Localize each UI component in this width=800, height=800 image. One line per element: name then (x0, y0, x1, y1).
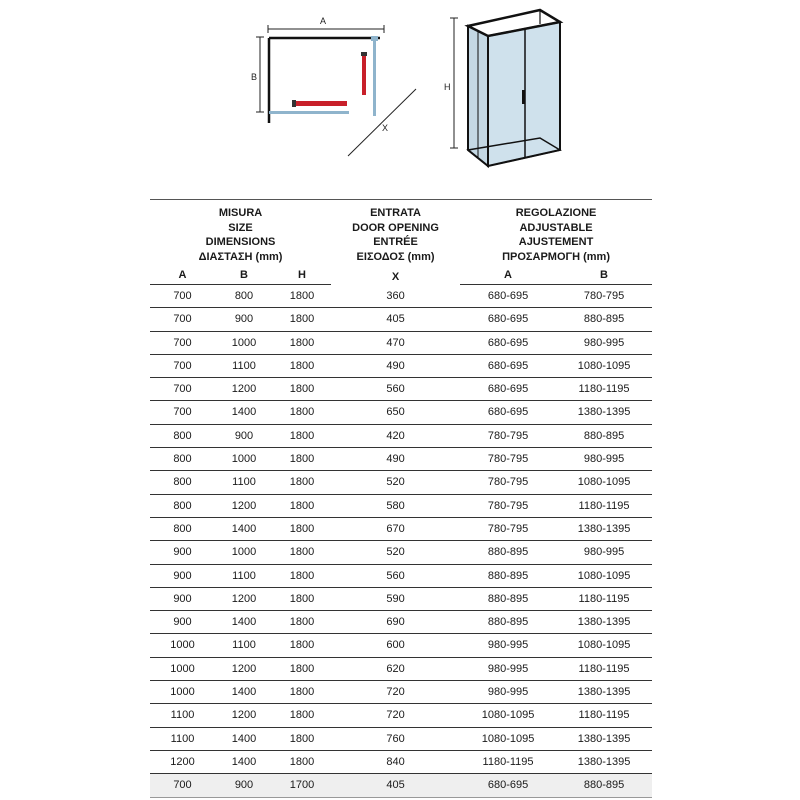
cell-b: 1100 (215, 354, 273, 377)
table-row (150, 564, 652, 587)
cell-adjust-a: 680-695 (460, 285, 556, 308)
cell-adjust-a: 880-895 (460, 611, 556, 634)
cell-h: 1800 (273, 517, 331, 540)
table-row (150, 727, 652, 750)
table-row (150, 401, 652, 424)
cell-h: 1800 (273, 494, 331, 517)
cell-b: 1400 (215, 517, 273, 540)
cell-a: 700 (150, 774, 215, 797)
cell-h: 1800 (273, 750, 331, 773)
cell-adjust-b: 880-895 (556, 774, 652, 797)
cell-b: 1400 (215, 681, 273, 704)
table-row (150, 424, 652, 447)
cell-adjust-a: 780-795 (460, 494, 556, 517)
cell-adjust-a: 880-895 (460, 541, 556, 564)
door-handle (522, 90, 525, 104)
cell-adjust-b: 1180-1195 (556, 378, 652, 401)
table-row (150, 471, 652, 494)
cell-adjust-a: 980-995 (460, 634, 556, 657)
table-row (150, 587, 652, 610)
column-header-h: H (273, 266, 331, 285)
table-row (150, 378, 652, 401)
sliding-door-front (295, 101, 347, 106)
cell-adjust-b: 1380-1395 (556, 727, 652, 750)
cell-h: 1800 (273, 611, 331, 634)
column-header-x: X (391, 271, 400, 283)
cell-h: 1800 (273, 285, 331, 308)
cell-x: 490 (331, 354, 460, 377)
cell-adjust-a: 780-795 (460, 424, 556, 447)
cell-a: 900 (150, 564, 215, 587)
cell-h: 1800 (273, 634, 331, 657)
cell-adjust-b: 780-795 (556, 285, 652, 308)
cell-x: 690 (331, 611, 460, 634)
table-row (150, 750, 652, 773)
cell-x: 620 (331, 657, 460, 680)
cell-adjust-b: 1380-1395 (556, 681, 652, 704)
cell-adjust-a: 780-795 (460, 471, 556, 494)
cell-a: 1000 (150, 634, 215, 657)
cell-a: 800 (150, 424, 215, 447)
cell-adjust-b: 1180-1195 (556, 657, 652, 680)
sliding-door-right (362, 55, 366, 95)
cell-adjust-a: 780-795 (460, 448, 556, 471)
cell-x: 360 (331, 285, 460, 308)
cell-a: 700 (150, 378, 215, 401)
cell-b: 1200 (215, 657, 273, 680)
cell-a: 1200 (150, 750, 215, 773)
cell-adjust-a: 880-895 (460, 587, 556, 610)
cell-b: 1100 (215, 634, 273, 657)
cell-x: 720 (331, 681, 460, 704)
cell-x: 670 (331, 517, 460, 540)
cell-h: 1800 (273, 401, 331, 424)
cell-h: 1800 (273, 424, 331, 447)
size-specification-table (150, 199, 652, 798)
cell-h: 1800 (273, 308, 331, 331)
cell-adjust-a: 980-995 (460, 681, 556, 704)
cell-a: 1100 (150, 727, 215, 750)
cell-a: 800 (150, 517, 215, 540)
cell-h: 1800 (273, 541, 331, 564)
cell-adjust-b: 880-895 (556, 308, 652, 331)
label-x: X (382, 123, 389, 133)
cell-b: 1000 (215, 331, 273, 354)
cell-adjust-b: 1080-1095 (556, 564, 652, 587)
cell-h: 1800 (273, 471, 331, 494)
cell-b: 1400 (215, 750, 273, 773)
group-header-size: MISURA SIZE DIMENSIONS ΔΙΑΣΤΑΣΗ (mm) (198, 207, 283, 263)
cell-adjust-a: 680-695 (460, 774, 556, 797)
cell-b: 900 (215, 308, 273, 331)
table-row (150, 611, 652, 634)
cell-adjust-b: 980-995 (556, 448, 652, 471)
cell-b: 1400 (215, 727, 273, 750)
cell-b: 1000 (215, 541, 273, 564)
cell-x: 840 (331, 750, 460, 773)
cell-adjust-b: 1380-1395 (556, 517, 652, 540)
cell-adjust-a: 680-695 (460, 401, 556, 424)
column-header-adjust-b: B (556, 266, 652, 285)
cell-b: 1400 (215, 401, 273, 424)
cell-a: 1100 (150, 704, 215, 727)
cell-adjust-b: 1080-1095 (556, 634, 652, 657)
cell-a: 800 (150, 448, 215, 471)
table-row (150, 354, 652, 377)
cell-h: 1700 (273, 774, 331, 797)
cell-a: 900 (150, 541, 215, 564)
group-header-adjustable: REGOLAZIONE ADJUSTABLE AJUSTEMENT ΠΡΟΣΑΡΜΟΓΗ (mm) (502, 207, 610, 263)
cell-b: 1200 (215, 494, 273, 517)
table-row (150, 541, 652, 564)
cell-adjust-a: 980-995 (460, 657, 556, 680)
cell-x: 405 (331, 774, 460, 797)
cell-x: 490 (331, 448, 460, 471)
table-row (150, 448, 652, 471)
cell-h: 1800 (273, 657, 331, 680)
cell-a: 900 (150, 587, 215, 610)
cell-adjust-b: 1180-1195 (556, 494, 652, 517)
cell-adjust-b: 1180-1195 (556, 704, 652, 727)
cell-x: 470 (331, 331, 460, 354)
cell-a: 700 (150, 354, 215, 377)
cell-a: 800 (150, 471, 215, 494)
fixed-glass-front (269, 111, 349, 114)
cell-a: 800 (150, 494, 215, 517)
cell-h: 1800 (273, 564, 331, 587)
cell-adjust-b: 1180-1195 (556, 587, 652, 610)
table-row (150, 704, 652, 727)
cell-b: 900 (215, 424, 273, 447)
cell-h: 1800 (273, 448, 331, 471)
cell-x: 520 (331, 541, 460, 564)
cell-b: 1400 (215, 611, 273, 634)
cell-x: 760 (331, 727, 460, 750)
table-body (150, 285, 652, 798)
cell-x: 405 (331, 308, 460, 331)
cell-adjust-b: 1080-1095 (556, 471, 652, 494)
isometric-view-diagram (440, 0, 570, 175)
table-row (150, 331, 652, 354)
column-header-adjust-a: A (460, 266, 556, 285)
cell-b: 1100 (215, 564, 273, 587)
cell-adjust-b: 980-995 (556, 331, 652, 354)
cell-adjust-a: 880-895 (460, 564, 556, 587)
cell-h: 1800 (273, 378, 331, 401)
cell-b: 800 (215, 285, 273, 308)
cell-h: 1800 (273, 704, 331, 727)
cell-adjust-b: 1380-1395 (556, 401, 652, 424)
column-header-b: B (215, 266, 273, 285)
cell-h: 1800 (273, 354, 331, 377)
table-row (150, 285, 652, 308)
cell-b: 1200 (215, 587, 273, 610)
cell-x: 520 (331, 471, 460, 494)
cell-a: 700 (150, 331, 215, 354)
cell-adjust-a: 680-695 (460, 354, 556, 377)
table-row (150, 494, 652, 517)
cell-h: 1800 (273, 587, 331, 610)
cell-h: 1800 (273, 681, 331, 704)
cell-adjust-b: 1380-1395 (556, 750, 652, 773)
cell-a: 700 (150, 285, 215, 308)
cell-adjust-a: 680-695 (460, 378, 556, 401)
table-row (150, 517, 652, 540)
cell-adjust-a: 780-795 (460, 517, 556, 540)
cell-h: 1800 (273, 331, 331, 354)
cell-adjust-a: 1080-1095 (460, 727, 556, 750)
cell-x: 420 (331, 424, 460, 447)
cell-x: 560 (331, 378, 460, 401)
table-row (150, 634, 652, 657)
cell-adjust-a: 680-695 (460, 308, 556, 331)
label-a: A (320, 16, 327, 26)
group-header-door-opening: ENTRATA DOOR OPENING ENTRÉE ΕΙΣΟΔΟΣ (mm) X (331, 200, 460, 285)
cell-adjust-a: 1080-1095 (460, 704, 556, 727)
cell-b: 1200 (215, 378, 273, 401)
cell-a: 900 (150, 611, 215, 634)
cell-x: 650 (331, 401, 460, 424)
table-row (150, 657, 652, 680)
table-row (150, 308, 652, 331)
cell-a: 1000 (150, 681, 215, 704)
cell-a: 700 (150, 308, 215, 331)
cell-adjust-b: 980-995 (556, 541, 652, 564)
cell-x: 590 (331, 587, 460, 610)
label-b: B (251, 72, 258, 82)
table-row (150, 774, 652, 797)
table-row (150, 681, 652, 704)
plan-view-diagram (240, 8, 430, 158)
cell-b: 1200 (215, 704, 273, 727)
cell-b: 1100 (215, 471, 273, 494)
label-h: H (444, 82, 451, 92)
fixed-glass-right (373, 36, 376, 116)
cell-b: 1000 (215, 448, 273, 471)
cell-adjust-b: 1380-1395 (556, 611, 652, 634)
column-header-a: A (150, 266, 215, 285)
cell-h: 1800 (273, 727, 331, 750)
cell-b: 900 (215, 774, 273, 797)
cell-adjust-a: 680-695 (460, 331, 556, 354)
cell-a: 1000 (150, 657, 215, 680)
cell-adjust-b: 880-895 (556, 424, 652, 447)
cell-adjust-a: 1180-1195 (460, 750, 556, 773)
cell-adjust-b: 1080-1095 (556, 354, 652, 377)
cell-x: 560 (331, 564, 460, 587)
cell-x: 720 (331, 704, 460, 727)
cell-a: 700 (150, 401, 215, 424)
cell-x: 580 (331, 494, 460, 517)
cell-x: 600 (331, 634, 460, 657)
